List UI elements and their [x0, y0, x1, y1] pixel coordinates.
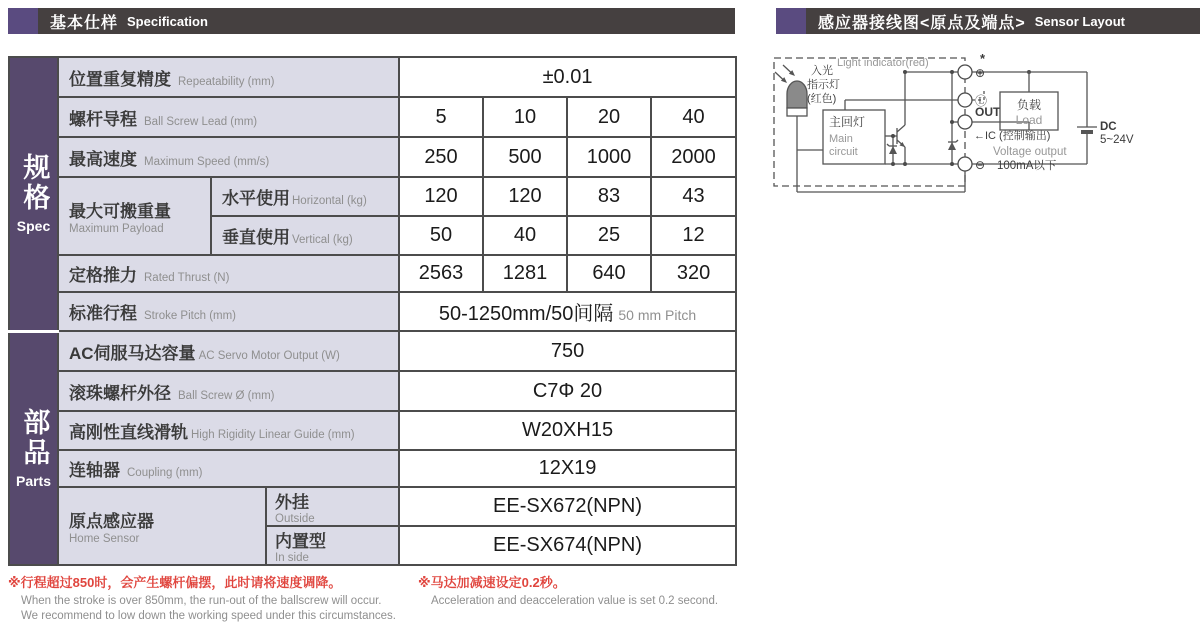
label-en: Ball Screw Ø (mm)	[178, 389, 275, 402]
value-lead-3: 20	[567, 97, 651, 137]
value-coupling: 12X19	[399, 450, 736, 487]
load-label-en: Load	[1015, 113, 1043, 127]
sidebar-parts-label-en: Parts	[15, 472, 52, 489]
label-en: Ball Screw Lead (mm)	[144, 115, 258, 128]
value-thrust-2: 1281	[483, 255, 567, 292]
sensor-title-zh: 感应器接线图<原点及端点>	[818, 14, 1026, 32]
table-row	[9, 177, 736, 216]
value-thrust-4: 320	[651, 255, 736, 292]
label-zh: 水平使用	[222, 189, 290, 208]
value-vertical-2: 40	[483, 216, 567, 255]
value-screw: C7Φ 20	[399, 371, 736, 411]
load-label-zh: 负载	[1016, 98, 1042, 112]
stroke-value: 50-1250mm/50间隔	[438, 303, 614, 325]
value-repeatability: ±0.01	[399, 57, 736, 97]
label-zh: 最高速度	[69, 149, 137, 169]
out-terminal-label: OUT	[975, 105, 1001, 119]
label-main-en1: Main	[829, 133, 853, 145]
label-zh: AC伺服马达容量	[69, 343, 196, 363]
label-zh: 标准行程	[69, 304, 137, 323]
value-speed-1: 250	[399, 137, 483, 177]
voltage-output-label: Voltage output	[993, 146, 1067, 158]
label-indicator: 指示灯	[807, 79, 840, 91]
table-row	[9, 371, 736, 411]
label-light-indicator-en: Light indicator(red)	[837, 57, 929, 69]
table-row	[9, 57, 736, 97]
label-en: High Rigidity Linear Guide (mm)	[191, 429, 355, 441]
label-sensor-inside	[266, 526, 399, 565]
value-horizontal-3: 83	[567, 177, 651, 216]
table-row	[9, 487, 736, 526]
value-thrust-3: 640	[567, 255, 651, 292]
junction-dot	[950, 120, 954, 124]
junction-dot	[950, 70, 954, 74]
label-en: AC Servo Motor Output (W)	[198, 349, 340, 362]
label-red: (红色)	[807, 93, 837, 105]
table-row	[9, 137, 736, 177]
footnote-zh: ※行程超过850时，会产生螺杆偏摆，此时请将速度调降。	[8, 575, 342, 590]
table-row	[9, 292, 736, 331]
value-lead-1: 5	[399, 97, 483, 137]
label-en: In side	[275, 552, 309, 564]
value-speed-4: 2000	[651, 137, 736, 177]
value-lead-4: 40	[651, 97, 736, 137]
current-limit-label: 100mA以下	[997, 160, 1057, 172]
footnote-en: When the stroke is over 850mm, the run-out of the ballscrew will occur.	[21, 595, 382, 607]
value-sensor-outside: EE-SX672(NPN)	[399, 487, 736, 526]
label-main-en2: circuit	[829, 146, 858, 158]
value-horizontal-2: 120	[483, 177, 567, 216]
spec-title-zh: 基本仕样	[50, 14, 119, 32]
footnote-en: Acceleration and deacceleration value is set 0.2 second.	[431, 595, 719, 607]
sensor-header-bar	[806, 8, 1200, 34]
dc-voltage-label: 5~24V	[1100, 134, 1134, 146]
junction-dot	[950, 162, 954, 166]
label-zh: 垂直使用	[222, 228, 290, 247]
minus-terminal-symbol: ⊖	[975, 158, 986, 172]
table-row	[9, 450, 736, 487]
label-payload-horizontal	[211, 177, 399, 216]
sidebar-spec-cell	[9, 57, 58, 331]
value-horizontal-1: 120	[399, 177, 483, 216]
sidebar-parts-label-zh: 部品	[19, 407, 50, 468]
value-guide: W20XH15	[399, 411, 736, 450]
zener-diode-icon	[887, 144, 897, 154]
label-zh: 最大可搬重量	[69, 202, 171, 221]
label-en: Home Sensor	[69, 533, 140, 545]
table-row	[9, 331, 736, 371]
label-en: Outside	[275, 513, 315, 525]
label-guide	[58, 411, 399, 450]
label-en: Horizontal (kg)	[292, 195, 367, 207]
label-home-sensor	[58, 487, 266, 565]
terminal-l	[958, 93, 972, 107]
label-zh: 位置重复精度	[69, 69, 171, 89]
table-row	[9, 255, 736, 292]
value-horizontal-4: 43	[651, 177, 736, 216]
sensor-section-header	[776, 8, 1200, 34]
sensor-title-en: Sensor Layout	[1034, 13, 1125, 29]
label-zh: 外挂	[275, 493, 309, 512]
label-zh: 高刚性直线滑轨	[69, 423, 188, 442]
sidebar-spec-label-en: Spec	[16, 218, 51, 235]
value-vertical-3: 25	[567, 216, 651, 255]
value-speed-3: 1000	[567, 137, 651, 177]
table-row	[9, 97, 736, 137]
footnote-en: We recommend to low down the working speed under this circumstances.	[21, 610, 396, 622]
purple-accent-square	[776, 8, 806, 34]
dc-label: DC	[1100, 121, 1117, 133]
label-zh: 内置型	[275, 532, 326, 551]
indicator-lamp-icon	[787, 81, 807, 116]
asterisk-mark: *	[980, 52, 986, 66]
label-stroke	[58, 292, 399, 331]
purple-accent-square	[8, 8, 38, 34]
label-motor	[58, 331, 399, 371]
label-thrust	[58, 255, 399, 292]
value-motor: 750	[399, 331, 736, 371]
label-en: Maximum Speed (mm/s)	[144, 155, 270, 168]
label-payload-vertical	[211, 216, 399, 255]
label-en: Vertical (kg)	[292, 234, 353, 246]
label-en: Maximum Payload	[69, 223, 164, 235]
junction-dot	[891, 134, 895, 138]
value-lead-2: 10	[483, 97, 567, 137]
value-vertical-4: 12	[651, 216, 736, 255]
terminal-minus	[958, 157, 972, 171]
value-vertical-1: 50	[399, 216, 483, 255]
label-en: Coupling (mm)	[127, 467, 203, 479]
label-coupling	[58, 450, 399, 487]
label-zh: 定格推力	[69, 266, 137, 285]
sidebar-spec-label-zh: 规格	[19, 153, 50, 214]
zener-diode-icon	[948, 140, 958, 150]
label-light-in: 入光	[811, 65, 833, 77]
table-row	[9, 411, 736, 450]
junction-dot	[891, 162, 895, 166]
label-lead	[58, 97, 399, 137]
footnote-stroke-warning	[8, 572, 396, 624]
plus-terminal-symbol: ⊕	[975, 66, 986, 80]
label-payload	[58, 177, 211, 255]
label-repeatability	[58, 57, 399, 97]
sensor-wiring-diagram	[765, 52, 1200, 220]
terminal-plus	[958, 65, 972, 79]
label-main-circuit-zh: 主回灯	[829, 115, 866, 129]
stroke-note: 50 mm Pitch	[618, 307, 697, 323]
label-zh: 滚珠螺杆外径	[69, 383, 171, 403]
label-en: Stroke Pitch (mm)	[144, 310, 237, 322]
transistor-icon	[897, 125, 905, 164]
label-screw	[58, 371, 399, 411]
sensor-body-outline	[774, 58, 965, 186]
footnote-acceleration	[418, 572, 718, 609]
junction-dot	[903, 162, 907, 166]
value-thrust-1: 2563	[399, 255, 483, 292]
label-zh: 螺杆导程	[69, 109, 137, 129]
value-sensor-inside: EE-SX674(NPN)	[399, 526, 736, 565]
junction-dot	[903, 70, 907, 74]
terminal-out	[958, 115, 972, 129]
spec-section-header	[8, 8, 735, 34]
battery-icon	[1077, 72, 1097, 164]
sidebar-parts-cell	[9, 331, 58, 565]
label-speed	[58, 137, 399, 177]
label-en: Repeatability (mm)	[178, 75, 275, 88]
footnote-zh: ※马达加减速设定0.2秒。	[418, 575, 566, 590]
l-terminal-symbol: Ⓛ	[975, 94, 988, 108]
ic-control-output-label: ←IC (控制输出)	[974, 130, 1051, 142]
label-en: Rated Thrust (N)	[144, 272, 230, 284]
label-zh: 原点感应器	[69, 512, 154, 531]
label-sensor-outside	[266, 487, 399, 526]
specification-table	[8, 56, 737, 566]
value-speed-2: 500	[483, 137, 567, 177]
spec-header-bar	[38, 8, 735, 34]
spec-title-en: Specification	[127, 13, 208, 29]
label-zh: 连轴器	[69, 461, 120, 480]
value-stroke	[399, 292, 736, 331]
light-ray-arrows-icon	[775, 65, 795, 83]
